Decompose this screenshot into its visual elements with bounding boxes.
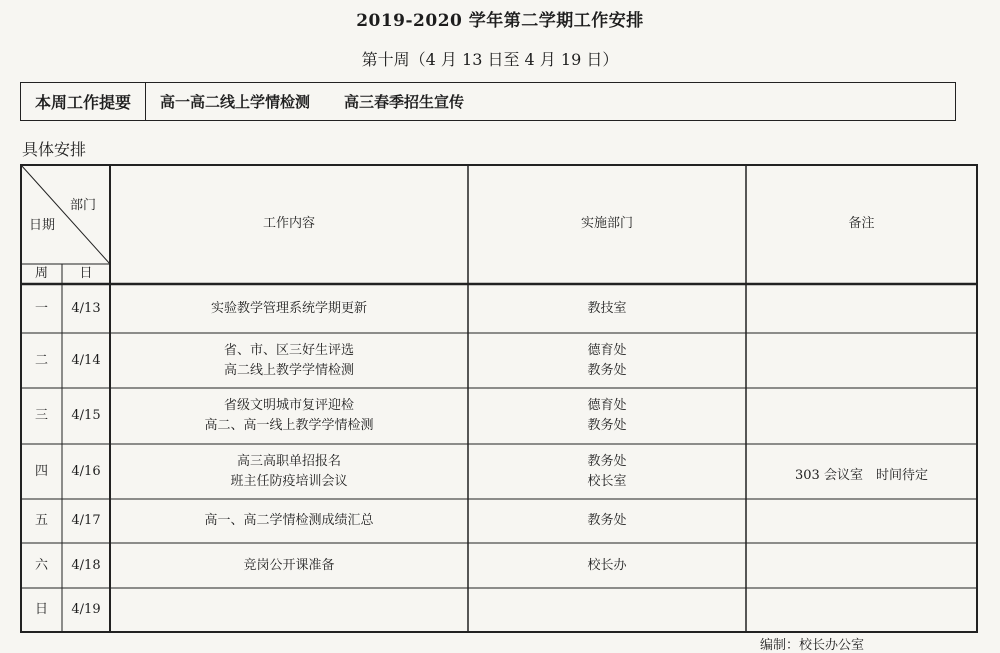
content-line: 省、市、区三好生评选	[223, 342, 354, 358]
row-department	[468, 588, 746, 632]
content-line: 省级文明城市复评迎检	[223, 398, 354, 413]
row-weekday: 四	[34, 463, 48, 479]
summary-item: 高一高二线上学情检测	[160, 93, 311, 111]
row-content: 竞岗公开课准备	[243, 557, 335, 573]
row-date: 4/14	[71, 352, 101, 368]
document-title: 2019-2020 学年第二学期工作安排	[356, 11, 644, 31]
row-date: 4/17	[71, 513, 101, 528]
department-line: 教务处	[587, 453, 627, 469]
header-content: 工作内容	[262, 216, 315, 231]
header-day: 日	[79, 266, 93, 281]
row-remark	[746, 588, 977, 632]
section-label: 具体安排	[22, 140, 87, 159]
editor-footer: 编制：校长办公室	[760, 638, 865, 653]
department-line: 德育处	[587, 342, 627, 358]
row-weekday: 一	[34, 300, 48, 316]
header-remarks: 备注	[848, 216, 875, 231]
row-date: 4/19	[71, 602, 101, 617]
row-department	[468, 444, 746, 499]
department-line: 德育处	[587, 398, 627, 413]
row-remark	[746, 388, 977, 444]
header-dept-corner: 部门	[69, 198, 96, 213]
department-line: 校长室	[587, 473, 627, 489]
row-date: 4/13	[71, 300, 101, 316]
row-remark	[746, 499, 977, 543]
row-content	[110, 444, 468, 499]
row-content	[110, 588, 468, 632]
row-content	[110, 388, 468, 444]
row-weekday: 日	[34, 602, 48, 617]
row-remark	[746, 284, 977, 333]
week-subtitle: 第十周（4 月 13 日至 4 月 19 日）	[361, 50, 619, 69]
summary-label: 本周工作提要	[21, 83, 146, 120]
schedule-table	[20, 164, 978, 634]
row-date: 4/18	[71, 557, 101, 573]
weekly-summary-box	[20, 82, 956, 121]
summary-content	[146, 83, 464, 120]
content-line: 高二线上教学学情检测	[223, 362, 354, 378]
summary-item: 高三春季招生宣传	[344, 93, 465, 111]
header-department: 实施部门	[580, 216, 633, 231]
row-weekday: 六	[34, 557, 48, 573]
row-date: 4/15	[71, 408, 101, 423]
row-content	[110, 333, 468, 388]
row-content: 实验教学管理系统学期更新	[210, 300, 367, 316]
row-weekday: 三	[34, 408, 48, 423]
row-department	[468, 388, 746, 444]
content-line: 班主任防疫培训会议	[230, 473, 348, 489]
row-weekday: 二	[34, 352, 48, 368]
row-remark	[746, 543, 977, 588]
row-department: 教技室	[587, 300, 627, 316]
department-line: 教务处	[587, 362, 627, 378]
row-remark	[746, 333, 977, 388]
row-content: 高一、高二学情检测成绩汇总	[204, 513, 374, 528]
row-department	[468, 333, 746, 388]
row-remark: 303 会议室 时间待定	[795, 467, 928, 483]
header-date-corner: 日期	[28, 218, 55, 233]
row-department: 教务处	[587, 513, 627, 528]
department-line: 教务处	[587, 418, 627, 433]
content-line: 高三高职单招报名	[236, 453, 341, 469]
header-weekday: 周	[34, 266, 48, 281]
row-weekday: 五	[34, 513, 48, 528]
row-date: 4/16	[71, 463, 101, 479]
row-department: 校长办	[587, 557, 627, 573]
content-line: 高二、高一线上教学学情检测	[204, 418, 374, 433]
